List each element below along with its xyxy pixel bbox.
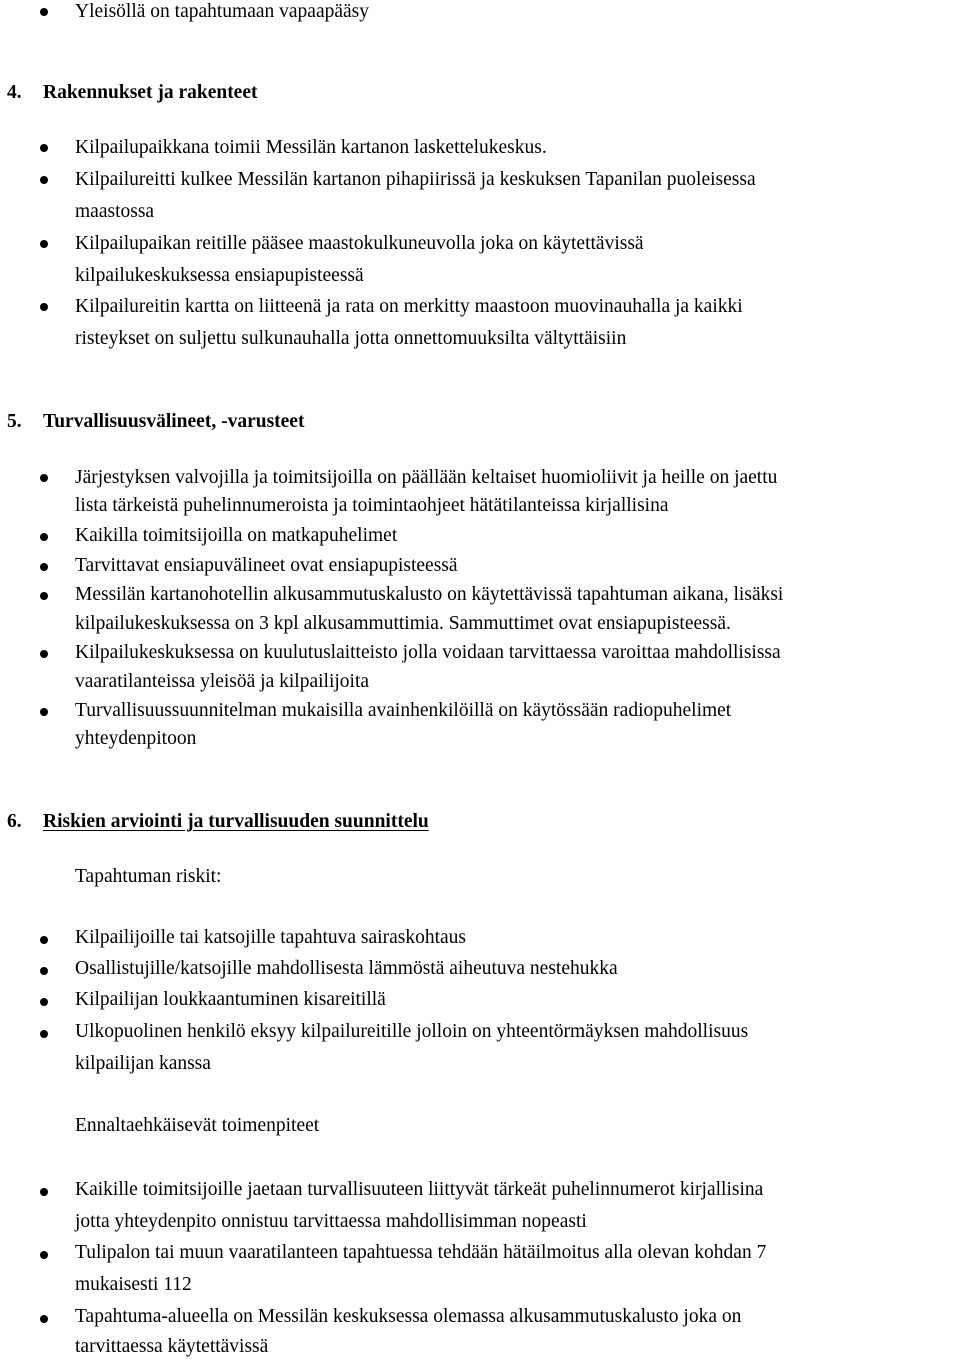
list-item-continuation: lista tärkeistä puhelinnumeroista ja toimintaohjeet hätätilanteissa kirjallisina — [75, 495, 669, 516]
list-item-continuation: vaaratilanteissa yleisöä ja kilpailijoita — [75, 671, 370, 692]
bullet-dot — [40, 563, 48, 571]
list-item-continuation: jotta yhteydenpito onnistuu tarvittaessa mahdollisimman nopeasti — [75, 1211, 587, 1232]
list-item: Kaikille toimitsijoille jaetaan turvallisuuteen liittyvät tärkeät puhelinnumerot kirjallisina — [75, 1179, 764, 1200]
list-item: Järjestyksen valvojilla ja toimitsijoilla on päällään keltaiset huomioliivit ja heille on jaettu — [75, 467, 778, 488]
list-item-continuation: yhteydenpitoon — [75, 728, 197, 749]
list-item-continuation: risteykset on suljettu sulkunauhalla jotta onnettomuuksilta vältyttäisiin — [75, 328, 627, 349]
bullet-dot — [40, 998, 48, 1006]
list-item: Kilpailupaikan reitille pääsee maastokulkuneuvolla joka on käytettävissä — [75, 233, 644, 254]
list-item: Kilpailureitin kartta on liitteenä ja rata on merkitty maastoon muovinauhalla ja kaikki — [75, 296, 743, 317]
bullet-dot — [40, 967, 48, 975]
bullet-dot — [40, 8, 48, 16]
list-item: Kilpailijan loukkaantuminen kisareitillä — [75, 989, 386, 1010]
risks-label: Tapahtuman riskit: — [75, 866, 222, 887]
section-number: 5. — [7, 411, 22, 432]
list-item-continuation: kilpailukeskuksessa ensiapupisteessä — [75, 265, 364, 286]
prevention-label: Ennaltaehkäisevät toimenpiteet — [75, 1115, 320, 1136]
bullet-dot — [40, 533, 48, 541]
list-item-continuation: maastossa — [75, 201, 155, 222]
list-item: Ulkopuolinen henkilö eksyy kilpailureitille jolloin on yhteentörmäyksen mahdollisuus — [75, 1021, 749, 1042]
list-item: Osallistujille/katsojille mahdollisesta lämmöstä aiheutuva nestehukka — [75, 958, 618, 979]
section-number: 4. — [7, 82, 22, 103]
list-item: Messilän kartanohotellin alkusammutuskalusto on käytettävissä tapahtuman aikana, lisäksi — [75, 584, 784, 605]
section-heading-6 — [7, 810, 429, 834]
list-item: Turvallisuussuunnitelman mukaisilla avainhenkilöillä on käytössään radiopuhelimet — [75, 700, 732, 721]
bullet-dot — [40, 650, 48, 658]
section-title: Turvallisuusvälineet, -varusteet — [43, 411, 305, 432]
list-item: Kilpailureitti kulkee Messilän kartanon pihapiirissä ja keskuksen Tapanilan puoleisessa — [75, 169, 756, 190]
bullet-dot — [40, 144, 48, 152]
bullet-dot — [40, 474, 48, 482]
section-heading-5 — [7, 410, 304, 434]
bullet-dot — [40, 708, 48, 716]
section-title: Riskien arviointi ja turvallisuuden suunnittelu — [43, 811, 429, 832]
bullet-dot — [40, 1188, 48, 1196]
list-item-continuation: mukaisesti 112 — [75, 1274, 192, 1295]
list-item: Kilpailijoille tai katsojille tapahtuva sairaskohtaus — [75, 927, 466, 948]
section-title: Rakennukset ja rakenteet — [43, 82, 258, 103]
section-heading-4 — [7, 81, 258, 105]
list-item: Yleisöllä on tapahtumaan vapaapääsy — [75, 1, 370, 22]
list-item-continuation: kilpailijan kanssa — [75, 1053, 211, 1074]
bullet-dot — [40, 1030, 48, 1038]
list-item: Tarvittavat ensiapuvälineet ovat ensiapupisteessä — [75, 555, 458, 576]
bullet-dot — [40, 1315, 48, 1323]
bullet-dot — [40, 592, 48, 600]
list-item: Tulipalon tai muun vaaratilanteen tapahtuessa tehdään hätäilmoitus alla olevan kohdan 7 — [75, 1242, 767, 1263]
list-item-continuation: kilpailukeskuksessa on 3 kpl alkusammuttimia. Sammuttimet ovat ensiapupisteessä. — [75, 613, 731, 634]
list-item: Tapahtuma-alueella on Messilän keskuksessa olemassa alkusammutuskalusto joka on — [75, 1306, 742, 1327]
bullet-dot — [40, 1251, 48, 1259]
section-number: 6. — [7, 811, 22, 832]
list-item: Kilpailupaikkana toimii Messilän kartanon laskettelukeskus. — [75, 137, 547, 158]
bullet-dot — [40, 240, 48, 248]
list-item: Kilpailukeskuksessa on kuulutuslaitteisto jolla voidaan tarvittaessa varoittaa mahdollisissa — [75, 642, 781, 663]
bullet-dot — [40, 303, 48, 311]
bullet-dot — [40, 936, 48, 944]
list-item-continuation: tarvittaessa käytettävissä — [75, 1336, 269, 1357]
bullet-dot — [40, 176, 48, 184]
list-item: Kaikilla toimitsijoilla on matkapuhelimet — [75, 525, 398, 546]
